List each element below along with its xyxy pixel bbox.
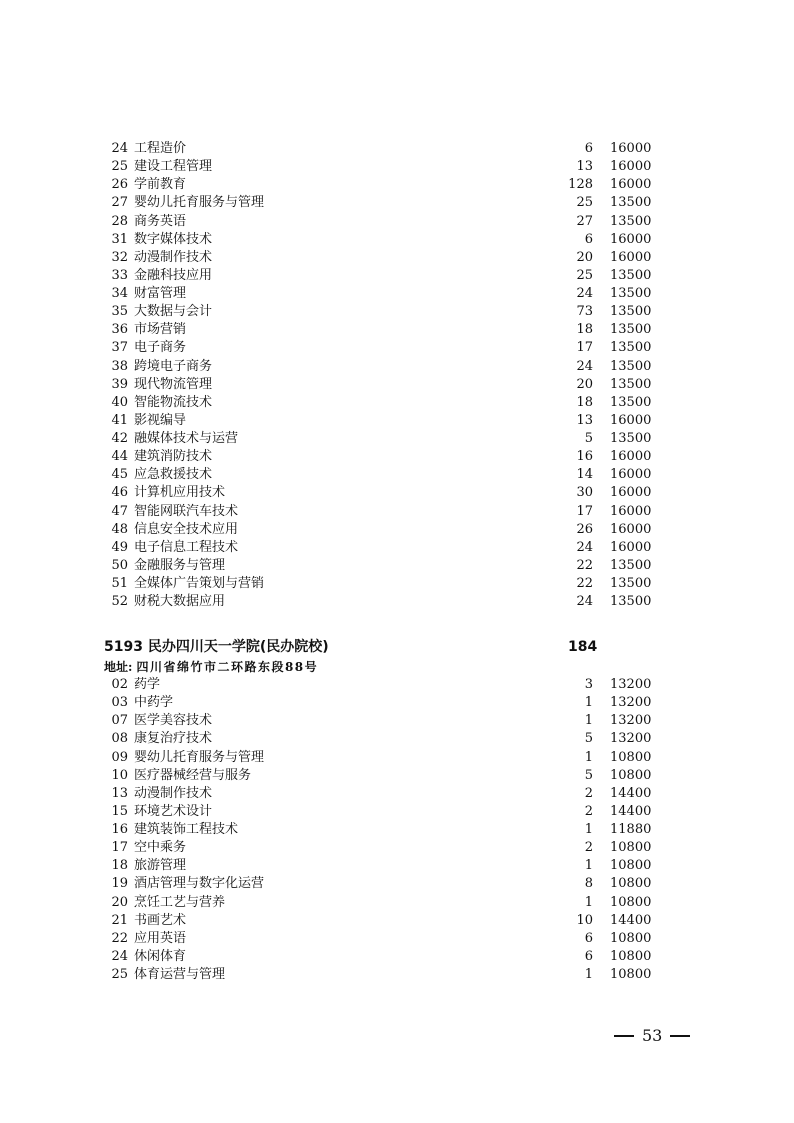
enrollment-count: 73 <box>576 304 593 320</box>
enrollment-count: 18 <box>576 394 593 410</box>
program-code: 47 <box>111 503 128 519</box>
table-row <box>0 857 794 875</box>
enrollment-count: 18 <box>576 322 593 338</box>
table-row <box>0 676 794 694</box>
program-code: 21 <box>111 912 128 928</box>
program-code: 17 <box>111 840 128 856</box>
enrollment-count: 2 <box>584 785 593 801</box>
program-name: 中药学 <box>134 695 174 711</box>
program-name: 电子信息工程技术 <box>134 539 239 555</box>
enrollment-count: 3 <box>584 677 593 692</box>
tuition-fee: 13500 <box>610 376 652 392</box>
program-code: 25 <box>111 159 128 175</box>
enrollment-count: 22 <box>576 576 593 592</box>
enrollment-count: 17 <box>576 340 593 356</box>
program-name: 数字媒体技术 <box>134 231 213 247</box>
tuition-fee: 13500 <box>610 431 652 447</box>
enrollment-count: 2 <box>584 803 593 819</box>
enrollment-count: 6 <box>584 141 593 156</box>
tuition-fee: 16000 <box>610 412 652 428</box>
program-name: 环境艺术设计 <box>134 803 213 819</box>
table-row <box>0 158 794 176</box>
tuition-fee: 10800 <box>610 930 652 946</box>
table-row <box>0 231 794 249</box>
program-name: 建设工程管理 <box>134 159 213 175</box>
table-row <box>0 176 794 194</box>
enrollment-count: 13 <box>576 412 593 428</box>
table-row <box>0 593 794 611</box>
program-code: 03 <box>111 695 128 711</box>
table-row <box>0 249 794 267</box>
enrollment-count: 20 <box>576 376 593 392</box>
program-code: 22 <box>111 930 128 946</box>
tuition-fee: 13200 <box>610 731 652 747</box>
enrollment-count: 10 <box>576 912 593 928</box>
program-code: 31 <box>111 231 128 247</box>
program-name: 医学美容技术 <box>134 713 213 729</box>
program-code: 49 <box>111 539 128 555</box>
program-name: 动漫制作技术 <box>134 249 213 265</box>
tuition-fee: 10800 <box>610 876 652 892</box>
table-row <box>0 394 794 412</box>
school-header <box>0 637 794 657</box>
table-row <box>0 412 794 430</box>
table-row <box>0 930 794 948</box>
program-code: 41 <box>111 412 128 428</box>
tuition-fee: 14400 <box>610 912 652 928</box>
program-name: 财富管理 <box>134 286 187 302</box>
table-row <box>0 285 794 303</box>
table-row <box>0 912 794 930</box>
program-code: 33 <box>111 267 128 283</box>
enrollment-count: 13 <box>576 159 593 175</box>
tuition-fee: 13500 <box>610 213 652 229</box>
program-name: 婴幼儿托育服务与管理 <box>134 195 265 211</box>
enrollment-count: 17 <box>576 503 593 519</box>
program-name: 金融科技应用 <box>134 267 213 283</box>
program-name: 旅游管理 <box>134 858 187 874</box>
tuition-fee: 11880 <box>610 822 652 838</box>
enrollment-count: 5 <box>584 431 593 447</box>
program-code: 35 <box>111 304 128 320</box>
program-name: 酒店管理与数字化运营 <box>134 876 265 892</box>
program-name: 金融服务与管理 <box>134 557 226 573</box>
table-row <box>0 785 794 803</box>
program-code: 37 <box>111 340 128 356</box>
program-code: 18 <box>111 858 128 874</box>
enrollment-count: 24 <box>576 539 593 555</box>
table-row <box>0 339 794 357</box>
school-title: 5193 民办四川天一学院(民办院校) <box>104 639 329 655</box>
program-code: 27 <box>111 195 128 211</box>
table-row <box>0 521 794 539</box>
program-name: 应用英语 <box>134 930 187 946</box>
tuition-fee: 14400 <box>610 803 652 819</box>
tuition-fee: 16000 <box>610 485 652 501</box>
program-name: 大数据与会计 <box>134 304 213 320</box>
enrollment-count: 6 <box>584 930 593 946</box>
tuition-fee: 16000 <box>610 159 652 175</box>
program-code: 15 <box>111 803 128 819</box>
page-number <box>614 1024 690 1048</box>
program-code: 51 <box>111 576 128 592</box>
tuition-fee: 16000 <box>610 231 652 247</box>
program-code: 40 <box>111 394 128 410</box>
tuition-fee: 10800 <box>610 840 652 856</box>
table-row <box>0 730 794 748</box>
enrollment-count: 5 <box>584 767 593 783</box>
enrollment-count: 5 <box>584 731 593 747</box>
page-dash-right <box>670 1035 690 1037</box>
tuition-fee: 13500 <box>610 195 652 211</box>
program-name: 药学 <box>134 677 161 692</box>
tuition-fee: 16000 <box>610 141 652 156</box>
table-row <box>0 966 794 984</box>
program-code: 48 <box>111 521 128 537</box>
program-name: 市场营销 <box>134 322 187 338</box>
table-row <box>0 821 794 839</box>
enrollment-count: 30 <box>576 485 593 501</box>
tuition-fee: 13500 <box>610 322 652 338</box>
tuition-fee: 13200 <box>610 677 652 692</box>
tuition-fee: 10800 <box>610 894 652 910</box>
program-code: 39 <box>111 376 128 392</box>
address-label: 地址: <box>104 660 133 674</box>
page-number-value: 53 <box>642 1026 663 1045</box>
table-row <box>0 894 794 912</box>
school-address <box>104 658 318 676</box>
program-name: 工程造价 <box>134 141 187 156</box>
table-row <box>0 694 794 712</box>
tuition-fee: 13200 <box>610 713 652 729</box>
table-row <box>0 448 794 466</box>
program-name: 融媒体技术与运营 <box>134 431 239 447</box>
table-row <box>0 557 794 575</box>
table-row <box>0 321 794 339</box>
program-name: 智能物流技术 <box>134 394 213 410</box>
program-code: 16 <box>111 822 128 838</box>
table-row <box>0 767 794 785</box>
tuition-fee: 13500 <box>610 394 652 410</box>
program-name: 建筑消防技术 <box>134 449 213 465</box>
enrollment-count: 14 <box>576 467 593 483</box>
program-code: 50 <box>111 557 128 573</box>
program-code: 20 <box>111 894 128 910</box>
tuition-fee: 10800 <box>610 948 652 964</box>
tuition-fee: 13200 <box>610 695 652 711</box>
table-row <box>0 430 794 448</box>
table-row <box>0 575 794 593</box>
program-name: 婴幼儿托育服务与管理 <box>134 749 265 765</box>
program-name: 跨境电子商务 <box>134 358 213 374</box>
program-code: 32 <box>111 249 128 265</box>
program-code: 19 <box>111 876 128 892</box>
tuition-fee: 13500 <box>610 576 652 592</box>
table-row <box>0 213 794 231</box>
enrollment-count: 2 <box>584 840 593 856</box>
page-dash-left <box>614 1035 634 1037</box>
program-code: 44 <box>111 449 128 465</box>
table-row <box>0 539 794 557</box>
enrollment-count: 8 <box>584 876 593 892</box>
program-name: 书画艺术 <box>134 912 187 928</box>
table-row <box>0 303 794 321</box>
program-name: 康复治疗技术 <box>134 731 213 747</box>
tuition-fee: 13500 <box>610 594 652 610</box>
program-name: 休闲体育 <box>134 948 187 964</box>
tuition-fee: 10800 <box>610 858 652 874</box>
program-code: 38 <box>111 358 128 374</box>
enrollment-count: 24 <box>576 286 593 302</box>
table-row <box>0 376 794 394</box>
tuition-fee: 13500 <box>610 304 652 320</box>
enrollment-count: 25 <box>576 267 593 283</box>
table-row <box>0 948 794 966</box>
program-name: 现代物流管理 <box>134 376 213 392</box>
tuition-fee: 16000 <box>610 539 652 555</box>
enrollment-count: 27 <box>576 213 593 229</box>
program-code: 42 <box>111 431 128 447</box>
table-row <box>0 712 794 730</box>
tuition-fee: 16000 <box>610 249 652 265</box>
program-name: 计算机应用技术 <box>134 485 226 501</box>
enrollment-count: 1 <box>584 858 593 874</box>
program-code: 46 <box>111 485 128 501</box>
tuition-fee: 10800 <box>610 967 652 983</box>
tuition-fee: 10800 <box>610 749 652 765</box>
program-code: 09 <box>111 749 128 765</box>
program-code: 13 <box>111 785 128 801</box>
program-name: 智能网联汽车技术 <box>134 503 239 519</box>
program-code: 34 <box>111 286 128 302</box>
program-code: 28 <box>111 213 128 229</box>
program-code: 08 <box>111 731 128 747</box>
program-name: 学前教育 <box>134 177 187 193</box>
table-row <box>0 839 794 857</box>
program-name: 全媒体广告策划与营销 <box>134 576 265 592</box>
enrollment-count: 16 <box>576 449 593 465</box>
enrollment-count: 22 <box>576 557 593 573</box>
enrollment-count: 1 <box>584 894 593 910</box>
program-name: 烹饪工艺与营养 <box>134 894 226 910</box>
enrollment-count: 24 <box>576 594 593 610</box>
table-row <box>0 503 794 521</box>
program-code: 07 <box>111 713 128 729</box>
table-row <box>0 194 794 212</box>
tuition-fee: 13500 <box>610 340 652 356</box>
program-code: 26 <box>111 177 128 193</box>
enrollment-count: 1 <box>584 967 593 983</box>
program-name: 应急救援技术 <box>134 467 213 483</box>
enrollment-count: 1 <box>584 749 593 765</box>
program-code: 02 <box>111 677 128 692</box>
table-row <box>0 358 794 376</box>
program-code: 24 <box>111 141 128 156</box>
program-code: 36 <box>111 322 128 338</box>
address-value: 四川省绵竹市二环路东段88号 <box>136 660 319 674</box>
program-name: 财税大数据应用 <box>134 594 226 610</box>
table-row <box>0 875 794 893</box>
tuition-fee: 13500 <box>610 286 652 302</box>
tuition-fee: 10800 <box>610 767 652 783</box>
table-row <box>0 140 794 158</box>
tuition-fee: 13500 <box>610 267 652 283</box>
tuition-fee: 16000 <box>610 503 652 519</box>
table-row <box>0 749 794 767</box>
program-code: 24 <box>111 948 128 964</box>
table-row <box>0 466 794 484</box>
enrollment-count: 20 <box>576 249 593 265</box>
tuition-fee: 16000 <box>610 177 652 193</box>
program-name: 空中乘务 <box>134 840 187 856</box>
program-name: 电子商务 <box>134 340 187 356</box>
enrollment-count: 25 <box>576 195 593 211</box>
enrollment-count: 6 <box>584 948 593 964</box>
enrollment-count: 1 <box>584 822 593 838</box>
tuition-fee: 16000 <box>610 467 652 483</box>
enrollment-count: 24 <box>576 358 593 374</box>
program-name: 信息安全技术应用 <box>134 521 239 537</box>
program-name: 影视编导 <box>134 412 187 428</box>
table-row <box>0 267 794 285</box>
program-code: 52 <box>111 594 128 610</box>
tuition-fee: 16000 <box>610 521 652 537</box>
table-row <box>0 484 794 502</box>
program-name: 商务英语 <box>134 213 187 229</box>
program-name: 医疗器械经营与服务 <box>134 767 252 783</box>
tuition-fee: 13500 <box>610 557 652 573</box>
tuition-fee: 13500 <box>610 358 652 374</box>
program-code: 10 <box>111 767 128 783</box>
enrollment-count: 1 <box>584 713 593 729</box>
table-row <box>0 803 794 821</box>
enrollment-count: 26 <box>576 521 593 537</box>
program-code: 45 <box>111 467 128 483</box>
program-name: 体育运营与管理 <box>134 967 226 983</box>
program-name: 建筑装饰工程技术 <box>134 822 239 838</box>
enrollment-count: 1 <box>584 695 593 711</box>
program-code: 25 <box>111 967 128 983</box>
tuition-fee: 14400 <box>610 785 652 801</box>
school-total-quota: 184 <box>568 639 598 655</box>
enrollment-count: 128 <box>568 177 593 193</box>
enrollment-count: 6 <box>584 231 593 247</box>
tuition-fee: 16000 <box>610 449 652 465</box>
program-name: 动漫制作技术 <box>134 785 213 801</box>
